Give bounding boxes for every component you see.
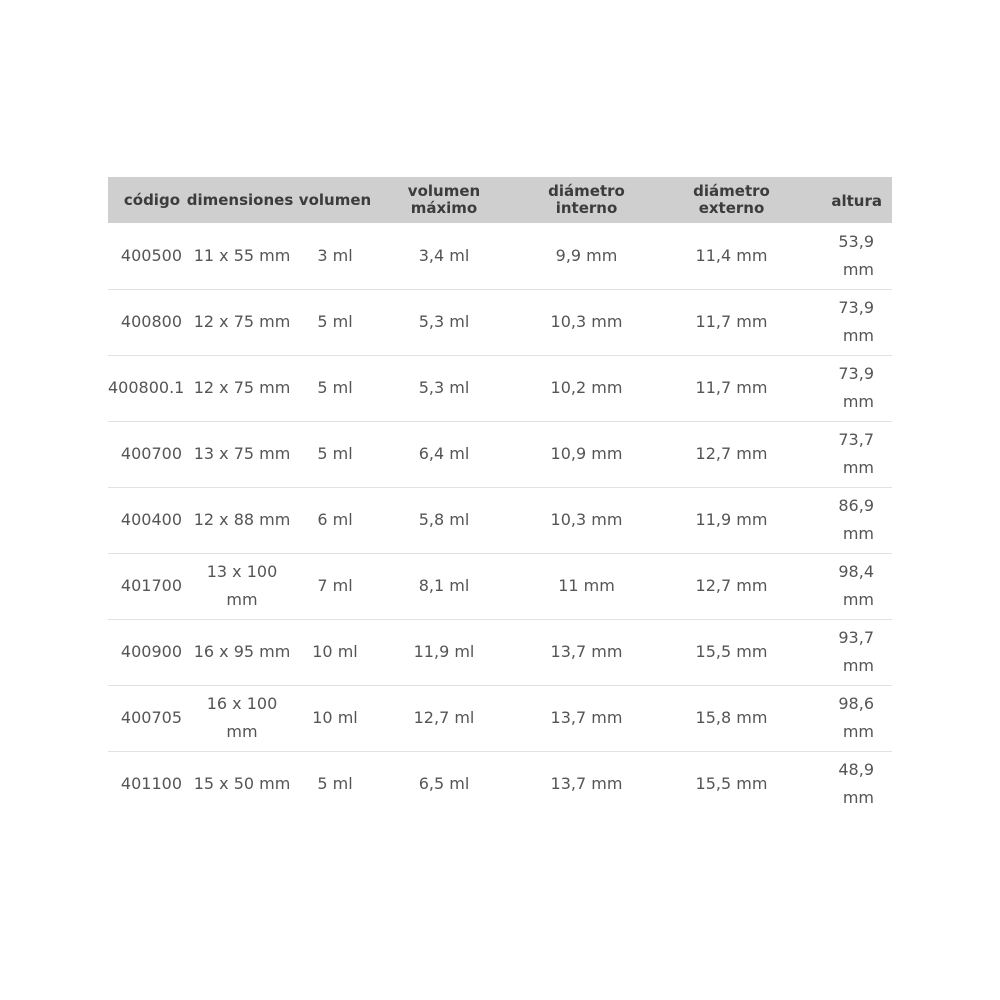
cell-volumen-maximo: 8,1 ml bbox=[418, 576, 470, 595]
cell-volumen: 5 ml bbox=[317, 312, 353, 331]
cell-dimensiones: 13 x 75 mm bbox=[193, 444, 291, 463]
cell-codigo: 400900 bbox=[120, 642, 182, 661]
table-row bbox=[108, 421, 892, 487]
cell-diametro-externo: 15,5 mm bbox=[695, 774, 768, 794]
cell-altura: 73,9 mm bbox=[838, 364, 874, 411]
cell-codigo: 401700 bbox=[120, 576, 182, 595]
header-diametro-externo: diámetro externo bbox=[693, 182, 770, 217]
cell-volumen-maximo: 5,3 ml bbox=[418, 378, 470, 397]
cell-dimensiones: 12 x 88 mm bbox=[193, 510, 291, 529]
cell-volumen-maximo: 11,9 ml bbox=[413, 642, 475, 661]
cell-dimensiones: 16 x 95 mm bbox=[193, 642, 291, 661]
header-row bbox=[108, 177, 892, 223]
cell-diametro-externo: 11,7 mm bbox=[695, 312, 768, 331]
cell-volumen: 5 ml bbox=[317, 444, 353, 463]
cell-diametro-externo: 12,7 mm bbox=[695, 576, 768, 595]
cell-diametro-externo: 11,9 mm bbox=[695, 510, 768, 529]
cell-dimensiones: 12 x 75 mm bbox=[193, 312, 291, 331]
header-altura: altura bbox=[831, 191, 882, 210]
cell-altura: 98,4 mm bbox=[838, 562, 874, 609]
cell-volumen-maximo: 5,8 ml bbox=[418, 510, 470, 529]
cell-volumen-maximo: 3,4 ml bbox=[418, 245, 470, 265]
cell-diametro-externo: 11,4 mm bbox=[695, 245, 768, 265]
cell-codigo: 400800 bbox=[120, 312, 182, 331]
table-body bbox=[108, 223, 892, 817]
cell-diametro-externo: 15,8 mm bbox=[695, 708, 768, 727]
cell-diametro-interno: 9,9 mm bbox=[555, 245, 618, 265]
cell-codigo: 400800.1 bbox=[108, 378, 185, 397]
header-dimensiones: dimensiones bbox=[186, 190, 294, 209]
cell-diametro-externo: 15,5 mm bbox=[695, 642, 768, 661]
cell-diametro-externo: 11,7 mm bbox=[695, 378, 768, 397]
cell-altura: 93,7 mm bbox=[838, 628, 874, 675]
cell-codigo: 400400 bbox=[120, 510, 182, 529]
cell-altura: 73,9 mm bbox=[838, 298, 874, 345]
cell-volumen-maximo: 6,5 ml bbox=[418, 774, 470, 794]
table-row bbox=[108, 223, 892, 289]
cell-dimensiones: 11 x 55 mm bbox=[193, 245, 291, 265]
cell-volumen: 6 ml bbox=[317, 510, 353, 529]
cell-volumen: 5 ml bbox=[317, 774, 353, 794]
cell-volumen-maximo: 5,3 ml bbox=[418, 312, 470, 331]
cell-codigo: 400500 bbox=[120, 245, 182, 265]
cell-diametro-externo: 12,7 mm bbox=[695, 444, 768, 463]
header-volumen-maximo: volumen máximo bbox=[407, 182, 481, 217]
table-row bbox=[108, 751, 892, 817]
product-spec-table bbox=[108, 177, 892, 817]
cell-altura: 53,9 mm bbox=[838, 231, 874, 279]
cell-dimensiones: 15 x 50 mm bbox=[193, 774, 291, 794]
table-row bbox=[108, 487, 892, 553]
cell-volumen: 10 ml bbox=[312, 642, 358, 661]
cell-diametro-interno: 13,7 mm bbox=[550, 708, 623, 727]
cell-dimensiones: 12 x 75 mm bbox=[193, 378, 291, 397]
header-diametro-interno: diámetro interno bbox=[548, 182, 625, 217]
cell-diametro-interno: 10,3 mm bbox=[550, 312, 623, 331]
table-row bbox=[108, 619, 892, 685]
cell-altura: 73,7 mm bbox=[838, 430, 874, 477]
table-header bbox=[108, 177, 892, 223]
cell-altura: 48,9 mm bbox=[838, 760, 874, 808]
cell-volumen: 10 ml bbox=[312, 708, 358, 727]
cell-diametro-interno: 13,7 mm bbox=[550, 642, 623, 661]
cell-diametro-interno: 10,3 mm bbox=[550, 510, 623, 529]
cell-dimensiones: 16 x 100 mm bbox=[206, 694, 278, 741]
header-codigo: código bbox=[123, 190, 180, 209]
cell-diametro-interno: 10,9 mm bbox=[550, 444, 623, 463]
cell-altura: 98,6 mm bbox=[838, 694, 874, 741]
table-row bbox=[108, 355, 892, 421]
table-row bbox=[108, 553, 892, 619]
header-volumen: volumen bbox=[298, 190, 372, 209]
cell-diametro-interno: 10,2 mm bbox=[550, 378, 623, 397]
cell-codigo: 400705 bbox=[120, 708, 182, 727]
cell-codigo: 400700 bbox=[120, 444, 182, 463]
cell-volumen: 7 ml bbox=[317, 576, 353, 595]
cell-volumen-maximo: 12,7 ml bbox=[413, 708, 475, 727]
cell-diametro-interno: 11 mm bbox=[558, 576, 615, 595]
cell-diametro-interno: 13,7 mm bbox=[550, 774, 623, 794]
cell-volumen: 5 ml bbox=[317, 378, 353, 397]
table-row bbox=[108, 685, 892, 751]
cell-volumen-maximo: 6,4 ml bbox=[418, 444, 470, 463]
cell-dimensiones: 13 x 100 mm bbox=[206, 562, 278, 609]
table-row bbox=[108, 289, 892, 355]
cell-altura: 86,9 mm bbox=[838, 496, 874, 543]
cell-codigo: 401100 bbox=[120, 774, 182, 794]
cell-volumen: 3 ml bbox=[317, 245, 353, 265]
